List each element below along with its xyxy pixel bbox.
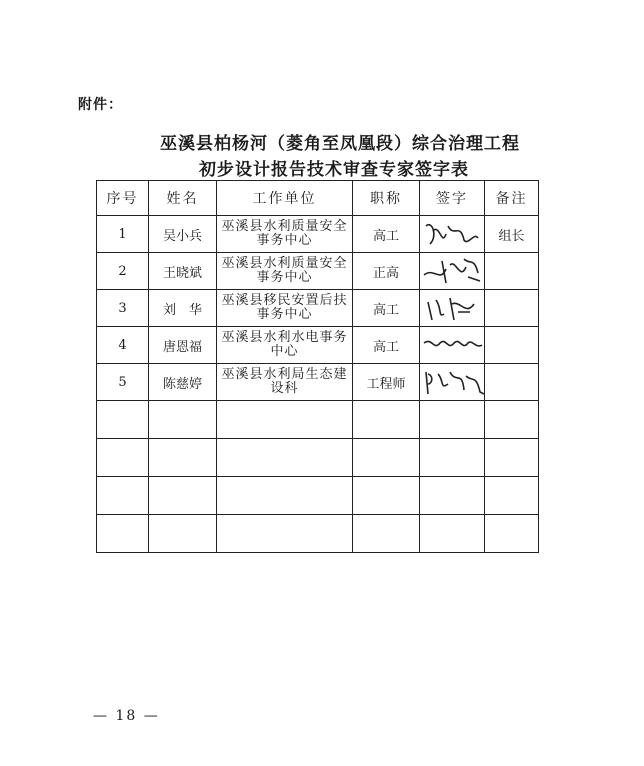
cell-remark <box>485 290 539 327</box>
cell-index <box>97 401 149 439</box>
cell-name <box>149 515 217 553</box>
table-row <box>97 327 539 364</box>
cell-remark <box>485 253 539 290</box>
handwritten-signature <box>420 364 485 400</box>
cell-index <box>97 515 149 553</box>
signature-image <box>420 290 485 327</box>
cell-title <box>353 515 420 553</box>
table-row <box>97 401 539 439</box>
document-title-line-1: 巫溪县柏杨河（菱角至凤凰段）综合治理工程 <box>160 134 520 154</box>
signature-image <box>420 327 485 364</box>
signature-image <box>420 253 485 290</box>
cell-title: 工程师 <box>353 364 420 401</box>
header-name: 姓名 <box>149 181 217 216</box>
cell-title <box>353 401 420 439</box>
cell-name <box>149 401 217 439</box>
header-index: 序号 <box>97 181 149 216</box>
table-row <box>97 515 539 553</box>
cell-remark <box>485 439 539 477</box>
cell-index: 5 <box>97 364 149 401</box>
cell-signature <box>420 515 485 553</box>
handwritten-signature <box>420 253 485 289</box>
cell-title: 高工 <box>353 216 420 253</box>
cell-index <box>97 477 149 515</box>
cell-name: 陈慈婷 <box>149 364 217 401</box>
cell-unit <box>217 477 353 515</box>
handwritten-signature <box>420 216 485 252</box>
header-remark: 备注 <box>485 181 539 216</box>
document-title-line-2: 初步设计报告技术审查专家签字表 <box>199 160 469 180</box>
cell-name: 刘 华 <box>149 290 217 327</box>
cell-unit <box>217 439 353 477</box>
cell-unit <box>217 401 353 439</box>
cell-name: 王晓斌 <box>149 253 217 290</box>
handwritten-signature <box>420 327 485 363</box>
attachment-label: 附件： <box>78 97 123 113</box>
cell-remark <box>485 515 539 553</box>
cell-title <box>353 439 420 477</box>
page-number: — 18 — <box>93 708 160 724</box>
table-row <box>97 216 539 253</box>
cell-name <box>149 477 217 515</box>
cell-title: 高工 <box>353 327 420 364</box>
table-row <box>97 477 539 515</box>
cell-remark <box>485 401 539 439</box>
cell-unit: 巫溪县水利质量安全事务中心 <box>217 253 353 290</box>
cell-title: 正高 <box>353 253 420 290</box>
cell-index <box>97 439 149 477</box>
cell-index: 2 <box>97 253 149 290</box>
cell-unit: 巫溪县水利局生态建设科 <box>217 364 353 401</box>
cell-title <box>353 477 420 515</box>
cell-index: 3 <box>97 290 149 327</box>
signature-image <box>420 216 485 253</box>
cell-remark <box>485 477 539 515</box>
table-row <box>97 253 539 290</box>
table-header-row <box>97 181 539 216</box>
header-title: 职称 <box>353 181 420 216</box>
cell-index: 4 <box>97 327 149 364</box>
cell-name: 唐恩福 <box>149 327 217 364</box>
cell-signature <box>420 477 485 515</box>
cell-signature <box>420 439 485 477</box>
cell-remark <box>485 327 539 364</box>
handwritten-signature <box>420 290 485 326</box>
expert-signature-table <box>96 180 539 553</box>
cell-signature <box>420 401 485 439</box>
cell-remark <box>485 364 539 401</box>
table-row <box>97 290 539 327</box>
cell-unit: 巫溪县水利质量安全事务中心 <box>217 216 353 253</box>
signature-image <box>420 364 485 401</box>
cell-unit: 巫溪县移民安置后扶事务中心 <box>217 290 353 327</box>
cell-unit <box>217 515 353 553</box>
table-row <box>97 439 539 477</box>
table-row <box>97 364 539 401</box>
cell-remark: 组长 <box>485 216 539 253</box>
header-signature: 签字 <box>420 181 485 216</box>
cell-unit: 巫溪县水利水电事务中心 <box>217 327 353 364</box>
cell-name: 吴小兵 <box>149 216 217 253</box>
cell-name <box>149 439 217 477</box>
cell-index: 1 <box>97 216 149 253</box>
header-unit: 工作单位 <box>217 181 353 216</box>
cell-title: 高工 <box>353 290 420 327</box>
